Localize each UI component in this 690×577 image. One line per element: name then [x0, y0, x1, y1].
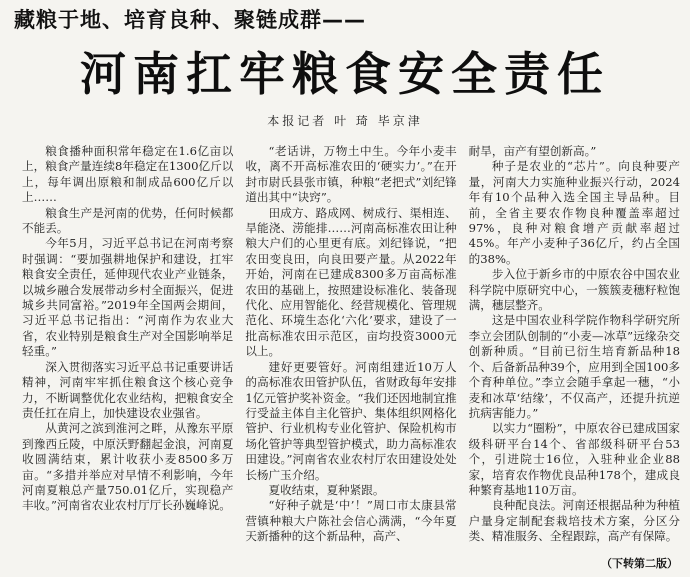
paragraph: 步入位于新乡市的中原农谷中国农业科学院中原研究中心，一簇簇麦穗籽粒饱满，穗层整齐。: [468, 267, 680, 313]
paragraph: 耐旱，亩产有望创新高。”: [468, 144, 597, 158]
article-column-3: [469, 144, 680, 570]
paragraph: 种子是农业的“芯片”。向良种要产量，河南大力实施种业振兴行动，2024年有10个品种入选全国主导品种。目前，全省主要农作物良种覆盖率超过97%，良种对粮食增产贡献率超过45%。年产小麦种子36亿斤，约占全国的38%。: [468, 159, 680, 266]
byline: 本报记者 叶 琦 毕京津: [267, 114, 423, 128]
paragraph: 深入贯彻落实习近平总书记重要讲话精神，河南牢牢抓住粮食这个核心竞争力，不断调整优化农业结构，把粮食安全责任扛在肩上，加快建设农业强省。: [22, 359, 234, 420]
main-headline: 河南扛牢粮食安全责任: [80, 47, 610, 101]
paragraph: 粮食播种面积常年稳定在1.6亿亩以上，粮食产量连续8年稳定在1300亿斤以上，每年调出原粮和制成品600亿斤以上……: [22, 144, 234, 205]
paragraph: 粮食生产是河南的优势，任何时候都不能丢。: [22, 205, 234, 236]
article-column-2: [245, 144, 456, 570]
paragraph: 以实力“圈粉”，中原农谷已建成国家级科研平台14个、省部级科研平台53个，引进院士16位，入驻种业企业88家，培育农作物优良品种178个，建成良种繁育基地110万亩。: [468, 421, 680, 497]
paragraph: “好种子就是‘中’！”周口市太康县常营镇种粮大户陈社会信心满满，“今年夏天新播种的这个新品种，高产、: [245, 498, 457, 544]
paragraph: “老话讲，万物土中生。今年小麦丰收，离不开高标准农田的‘硬实力’。”在开封市尉氏县张市镇，种粮“老把式”刘纪锋道出其中“诀窍”。: [245, 144, 457, 205]
paragraph: 这是中国农业科学院作物科学研究所李立会团队创制的“小麦—冰草”远缘杂交创新种质。“目前已衍生培育新品种18个、后备新品种39个，应用到全国100多个育种单位。”李立会随手拿起一穗，“小麦和冰草‘结缘’，不仅高产，还提升抗逆抗病害能力。”: [468, 313, 680, 420]
continued-on-page-2: （下转第二版）: [597, 555, 678, 571]
paragraph: 夏收结束，夏种紧跟。: [268, 482, 385, 497]
article-column-1: [22, 144, 233, 570]
article-body: [22, 144, 680, 570]
paragraph: 今年5月，习近平总书记在河南考察时强调：“要加强耕地保护和建设，扛牢粮食安全责任，延伸现代农业产业链条，以城乡融合发展带动乡村全面振兴，促进城乡共同富裕。”2019年全国两会期间，习近平总书记指出：“河南作为农业大省，农业特别是粮食生产对全国影响举足轻重。”: [22, 236, 234, 359]
kicker-headline: 藏粮于地、培育良种、聚链成群——: [14, 8, 366, 32]
paragraph: 从黄河之滨到淮河之畔，从豫东平原到豫西丘陵，中原沃野翻起金浪，河南夏收圆满结束，累计收获小麦8500多万亩。“多措并举应对早情不利影响，今年河南夏粮总产量750.01亿斤，实现稳产丰收。”河南省农业农村厅厅长孙巍峰说。: [22, 421, 234, 513]
paragraph: 建好更要管好。河南组建近10万人的高标准农田管护队伍，省财政每年安排1亿元管护奖补资金。“我们还因地制宜推行受益主体自主化管护、集体组织网格化管护、行业机构专业化管护、保险机构市场化管护等典型管护模式，助力高标准农田建设。”河南省农业农村厅农田建设处处长杨广玉介绍。: [245, 359, 457, 482]
paragraph: 田成方、路成网、树成行、渠相连、旱能浇、涝能排……河南高标准农田让种粮大户们的心里更有底。刘纪锋说，“把农田变良田，向良田要产量。从2022年开始，河南在已建成8300多万亩高标准农田的基础上，按照建设标准化、装备现代化、应用智能化、经营规模化、管理规范化、环境生态化‘六化’要求，建设了一批高标准农田示范区，亩均投资3000元以上。: [245, 205, 457, 359]
paragraph: 良种配良法。河南还根据品种为种植户量身定制配套栽培技术方案，分区分类、精准服务、全程跟踪，高产有保障。: [468, 498, 680, 544]
